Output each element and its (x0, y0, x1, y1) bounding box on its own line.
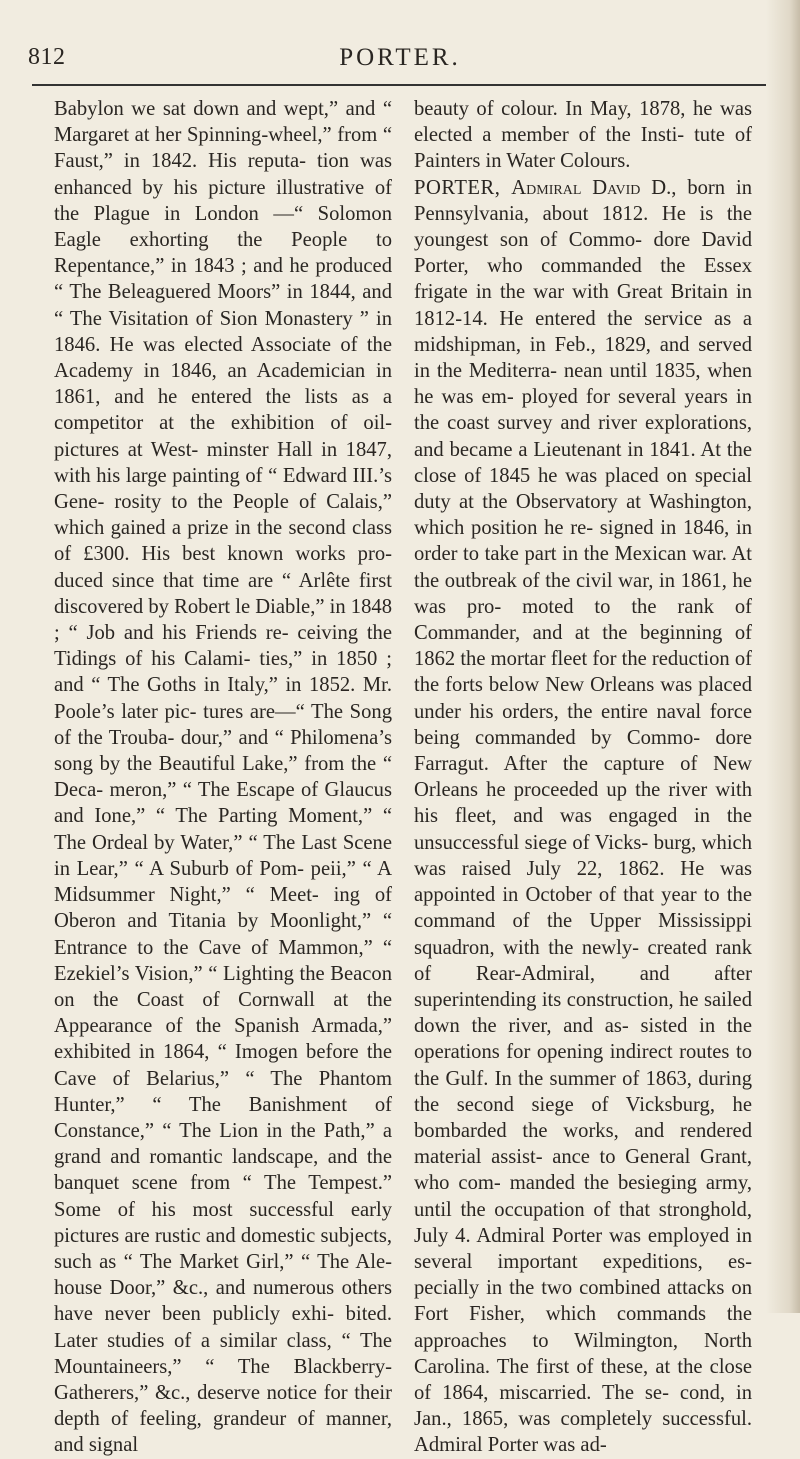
porter-entry-title: Admiral David D., (511, 176, 677, 199)
porter-entry-text: born in Pennsylvania, about 1812. He is the youngest son of Commo- dore David Porter, who commanded the Essex frigate in the war with Great Britain in 1812-14. He entered the service as a midshipman, in Feb., 1829, and served in the Mediterra- nean until 1835, when he was em- ployed for several years in the coast survey and river explorations, and became a Lieutenant in 1841. At the close of 1845 he was placed on special duty at the Observatory at Washington, which position he re- signed in 1846, in order to take part in the Mexican war. At the outbreak of the civil war, in 1861, he was pro- moted to the rank of Commander, and at the beginning of 1862 the mortar fleet for the reduction of the forts below New Orleans was placed under his orders, the entire naval force being commanded by Commo- dore Farragut. After the capture of New Orleans he proceeded up the river with his fleet, and was engaged in the unsuccessful siege of Vicks- burg, which was raised July 22, 1862. He was appointed in October of that year to the command of the Upper Mississippi squadron, with the newly- created rank of Rear-Admiral, and after superintending its construction, he sailed down the river, and as- sisted in the operations for opening indirect routes to the Gulf. In the summer of 1863, during the second siege of Vicksburg, he bombarded the works, and rendered material assist- ance to General Grant, who com- manded the besieging army, until the occupation of that stronghold, July 4. Admiral Porter was employed in several important expeditions, es- pecially in the two combined attacks on Fort Fisher, which commands the approaches to Wilmington, North Carolina. The first of these, at the close of 1864, miscarried. The se- cond, in Jan., 1865, was completely successful. Admiral Porter was ad- (414, 176, 752, 1457)
page-edge-shadow (766, 0, 800, 1313)
porter-entry (414, 175, 752, 1459)
header-rule (32, 84, 766, 86)
running-head: PORTER. (339, 44, 461, 71)
left-column (54, 96, 392, 1459)
poole-entry-end: beauty of colour. In May, 1878, he was elected a member of the Insti- tute of Painters in Water Colours. (414, 98, 752, 173)
right-column (414, 96, 752, 1459)
poole-entry-continuation: Babylon we sat down and wept,” and “ Margaret at her Spinning-wheel,” from “ Faust,” in 1842. His reputa- tion was enhanced by his picture illustrative of the Plague in London —“ Solomon Eagle exhorting the People to Repentance,” in 1843 ; and he produced “ The Beleaguered Moors” in 1844, and “ The Visitation of Sion Monastery ” in 1846. He was elected Associate of the Academy in 1846, an Academician in 1861, and he entered the lists as a competitor at the exhibition of oil-pictures at West- minster Hall in 1847, with his large painting of “ Edward III.’s Gene- rosity to the People of Calais,” which gained a prize in the second class of £300. His best known works pro- duced since that time are “ Arlête first discovered by Robert le Diable,” in 1848 ; “ Job and his Friends re- ceiving the Tidings of his Calami- ties,” in 1850 ; and “ The Goths in Italy,” in 1852. Mr. Poole’s later pic- tures are—“ The Song of the Trouba- dour,” and “ Philomena’s song by the Beautiful Lake,” from the “ Deca- meron,” “ The Escape of Glaucus and Ione,” “ The Parting Moment,” “ The Ordeal by Water,” “ The Last Scene in Lear,” “ A Suburb of Pom- peii,” “ A Midsummer Night,” “ Meet- ing of Oberon and Titania by Moonlight,” “ Entrance to the Cave of Mammon,” “ Ezekiel’s Vision,” “ Lighting the Beacon on the Coast of Cornwall at the Appearance of the Spanish Armada,” exhibited in 1864, “ Imogen before the Cave of Belarius,” “ The Phantom Hunter,” “ The Banishment of Constance,” “ The Lion in the Path,” a grand and romantic landscape, and the banquet scene from “ The Tempest.” Some of his most successful early pictures are rustic and domestic subjects, such as “ The Market Girl,” “ The Ale- house Door,” &c., and numerous others have never been publicly exhi- bited. Later studies of a similar class, “ The Mountaineers,” “ The Blackberry-Gatherers,” &c., deserve notice for their depth of feeling, grandeur of manner, and signal (54, 98, 392, 1457)
page-header (28, 22, 772, 74)
porter-entry-name: PORTER, (414, 176, 501, 199)
page-number: 812 (28, 44, 66, 70)
